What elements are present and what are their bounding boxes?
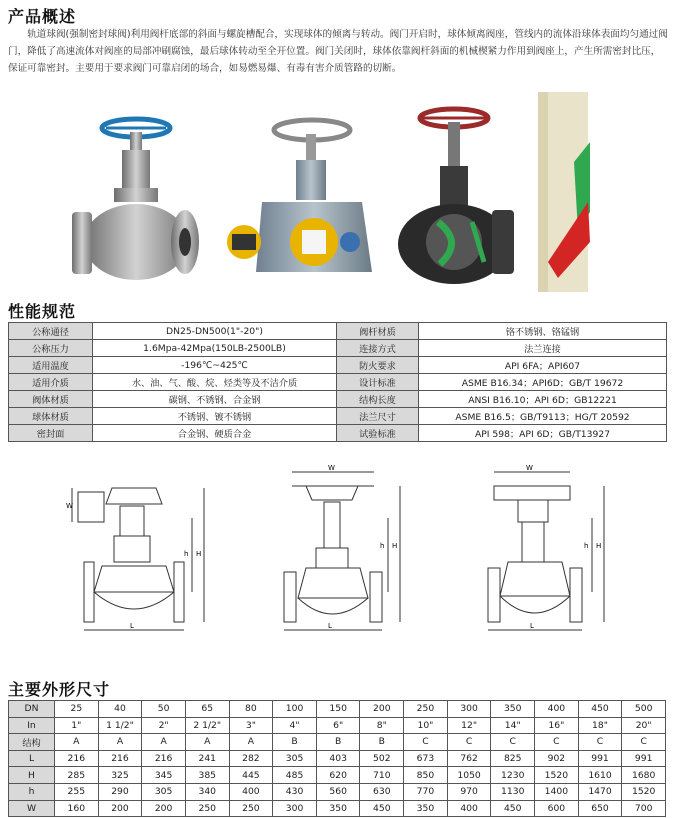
dimension-value: 650 — [578, 800, 622, 817]
dimension-value: 500 — [622, 701, 666, 718]
dimension-value: 710 — [360, 767, 404, 784]
label-h-big: H — [596, 542, 602, 550]
dimension-value: 400 — [229, 783, 273, 800]
dimension-value: C — [578, 734, 622, 751]
dimension-value: 2 1/2" — [185, 717, 229, 734]
dimension-value: 620 — [316, 767, 360, 784]
valve-photo-stem-closeup — [518, 92, 610, 292]
spec-row — [9, 374, 667, 391]
overview-heading: 产品概述 — [8, 7, 77, 26]
dimension-value: 250 — [404, 701, 448, 718]
label-l: L — [328, 622, 332, 630]
spec-value: API 6FA；API607 — [419, 357, 667, 374]
dimension-value: 1130 — [491, 783, 535, 800]
dimension-row — [9, 767, 666, 784]
valve-photo-section — [392, 92, 522, 292]
spec-label: 公称压力 — [9, 340, 93, 357]
label-w: W — [526, 464, 533, 472]
dimension-value: 255 — [55, 783, 99, 800]
label-l: L — [130, 622, 134, 630]
label-h-big: H — [196, 550, 202, 558]
dimension-value: C — [404, 734, 448, 751]
dimension-value: 430 — [273, 783, 317, 800]
drawing-structure-b — [280, 462, 410, 640]
dimension-value: 450 — [360, 800, 404, 817]
spec-value: 铬不锈钢、铬锰钢 — [419, 323, 667, 340]
spec-label: 公称通径 — [9, 323, 93, 340]
dimension-value: A — [185, 734, 229, 751]
dimension-value: 991 — [622, 750, 666, 767]
dimension-value: 160 — [55, 800, 99, 817]
dimension-value: 250 — [185, 800, 229, 817]
spec-row — [9, 357, 667, 374]
label-h-small: h — [380, 542, 385, 550]
dimension-value: 1400 — [535, 783, 579, 800]
dimension-value: 100 — [273, 701, 317, 718]
specs-heading: 性能规范 — [8, 302, 77, 321]
dimensions-heading: 主要外形尺寸 — [8, 680, 111, 699]
spec-row — [9, 425, 667, 442]
spec-value: ASME B16.5；GB/T9113；HG/T 20592 — [419, 408, 667, 425]
dimension-value: 250 — [229, 800, 273, 817]
spec-row — [9, 323, 667, 340]
spec-label: 防火要求 — [337, 357, 419, 374]
dimension-value: C — [491, 734, 535, 751]
dimension-value: A — [229, 734, 273, 751]
dimension-value: 850 — [404, 767, 448, 784]
dimension-value: 18" — [578, 717, 622, 734]
dimension-value: 150 — [316, 701, 360, 718]
dimension-row — [9, 717, 666, 734]
dimension-value: 1520 — [622, 783, 666, 800]
dimension-value: 50 — [142, 701, 186, 718]
dimension-value: 600 — [535, 800, 579, 817]
dimension-value: 700 — [622, 800, 666, 817]
dimension-value: 1680 — [622, 767, 666, 784]
dimension-value: 350 — [316, 800, 360, 817]
drawing-structure-a — [66, 462, 216, 640]
dimension-value: C — [447, 734, 491, 751]
dimension-row — [9, 701, 666, 718]
dimension-value: 290 — [98, 783, 142, 800]
spec-label: 连接方式 — [337, 340, 419, 357]
label-h-small: h — [584, 542, 589, 550]
dimension-value: 770 — [404, 783, 448, 800]
dimension-value: 282 — [229, 750, 273, 767]
dimension-value: 1610 — [578, 767, 622, 784]
spec-value: ASME B16.34；API6D；GB/T 19672 — [419, 374, 667, 391]
spec-value: 碳钢、不锈钢、合金钢 — [93, 391, 337, 408]
dimension-value: 1230 — [491, 767, 535, 784]
label-h-big: H — [392, 542, 398, 550]
dimension-value: 385 — [185, 767, 229, 784]
dimensions-table — [8, 700, 666, 817]
dimension-value: 1 1/2" — [98, 717, 142, 734]
dimension-value: 6" — [316, 717, 360, 734]
spec-row — [9, 391, 667, 408]
label-h-small: h — [184, 550, 189, 558]
dimension-value: B — [273, 734, 317, 751]
dimension-value: 485 — [273, 767, 317, 784]
dimension-value: B — [316, 734, 360, 751]
spec-value: 1.6Mpa-42Mpa(150LB-2500LB) — [93, 340, 337, 357]
dimension-value: C — [535, 734, 579, 751]
dimension-value: 25 — [55, 701, 99, 718]
spec-value: 水、油、气、酸、烷、烃类等及不洁介质 — [93, 374, 337, 391]
dimension-value: 350 — [404, 800, 448, 817]
dimension-value: 762 — [447, 750, 491, 767]
spec-value: 不锈钢、镀不锈钢 — [93, 408, 337, 425]
dimension-value: C — [622, 734, 666, 751]
spec-label: 适用温度 — [9, 357, 93, 374]
dimension-value: A — [55, 734, 99, 751]
spec-label: 适用介质 — [9, 374, 93, 391]
dimension-value: 970 — [447, 783, 491, 800]
dimension-value: A — [98, 734, 142, 751]
dimension-value: 80 — [229, 701, 273, 718]
dimension-value: 2" — [142, 717, 186, 734]
dimension-value: 673 — [404, 750, 448, 767]
dimension-value: 216 — [55, 750, 99, 767]
dimension-value: 450 — [578, 701, 622, 718]
drawing-structure-c — [486, 462, 616, 640]
dimension-value: 40 — [98, 701, 142, 718]
dimension-row — [9, 750, 666, 767]
dimension-label: DN — [9, 701, 55, 718]
dimension-value: 1470 — [578, 783, 622, 800]
dimension-value: 200 — [98, 800, 142, 817]
dimension-value: 300 — [273, 800, 317, 817]
valve-photo-cutaway — [226, 92, 376, 292]
dimension-label: W — [9, 800, 55, 817]
spec-value: ANSI B16.10；API 6D；GB12221 — [419, 391, 667, 408]
dimension-value: B — [360, 734, 404, 751]
spec-value: 合金钢、硬质合金 — [93, 425, 337, 442]
spec-label: 阀杆材质 — [337, 323, 419, 340]
dimension-value: 902 — [535, 750, 579, 767]
dimension-value: 1" — [55, 717, 99, 734]
dimension-value: 630 — [360, 783, 404, 800]
spec-label: 结构长度 — [337, 391, 419, 408]
dimension-value: 20" — [622, 717, 666, 734]
spec-label: 阀体材质 — [9, 391, 93, 408]
dimension-value: 350 — [491, 701, 535, 718]
spec-row — [9, 408, 667, 425]
spec-value: API 598；API 6D；GB/T13927 — [419, 425, 667, 442]
dimension-value: 216 — [98, 750, 142, 767]
spec-value: 法兰连接 — [419, 340, 667, 357]
dimension-value: A — [142, 734, 186, 751]
dimension-value: 14" — [491, 717, 535, 734]
dimension-value: 400 — [447, 800, 491, 817]
dimension-row — [9, 734, 666, 751]
dimension-value: 4" — [273, 717, 317, 734]
overview-paragraph: 轨道球阀(强制密封球阀)利用阀杆底部的斜面与螺旋槽配合，实现球体的倾离与转动。阀门开启时，球体倾离阀座，管线内的流体沿球体表面均匀通过阀门，降低了高速流体对阀座的局部冲刷腐蚀，最后球体转动至全开位置。阀门关闭时，球体依靠阀杆斜面的机械楔紧力作用到阀座上，产生所需密封比压，保证可靠密封。主要用于要求阀门可靠启闭的场合，如易燃易爆、有毒有害介质管路的切断。 — [8, 29, 668, 74]
spec-value: -196℃~425℃ — [93, 357, 337, 374]
dimension-value: 16" — [535, 717, 579, 734]
spec-label: 试验标准 — [337, 425, 419, 442]
dimension-value: 560 — [316, 783, 360, 800]
dimension-label: L — [9, 750, 55, 767]
dimension-label: H — [9, 767, 55, 784]
dimension-label: In — [9, 717, 55, 734]
dimension-value: 1050 — [447, 767, 491, 784]
dimension-value: 10" — [404, 717, 448, 734]
dimension-value: 325 — [98, 767, 142, 784]
dimension-value: 445 — [229, 767, 273, 784]
dimension-value: 1520 — [535, 767, 579, 784]
dimension-value: 345 — [142, 767, 186, 784]
dimension-value: 285 — [55, 767, 99, 784]
dimension-value: 502 — [360, 750, 404, 767]
dimension-value: 450 — [491, 800, 535, 817]
dimension-row — [9, 783, 666, 800]
dimension-value: 8" — [360, 717, 404, 734]
spec-label: 设计标准 — [337, 374, 419, 391]
label-l: L — [530, 622, 534, 630]
valve-photo-exterior — [70, 92, 200, 292]
spec-label: 法兰尺寸 — [337, 408, 419, 425]
dimension-value: 400 — [535, 701, 579, 718]
dimension-value: 340 — [185, 783, 229, 800]
dimension-value: 12" — [447, 717, 491, 734]
dimension-value: 305 — [142, 783, 186, 800]
dimension-value: 216 — [142, 750, 186, 767]
spec-row — [9, 340, 667, 357]
dimension-value: 200 — [142, 800, 186, 817]
dimension-value: 300 — [447, 701, 491, 718]
dimension-value: 305 — [273, 750, 317, 767]
dimension-label: 结构 — [9, 734, 55, 751]
dimension-label: h — [9, 783, 55, 800]
spec-value: DN25-DN500(1"-20") — [93, 323, 337, 340]
dimension-value: 65 — [185, 701, 229, 718]
dimension-value: 241 — [185, 750, 229, 767]
spec-label: 球体材质 — [9, 408, 93, 425]
label-w: W — [328, 464, 335, 472]
dimension-value: 403 — [316, 750, 360, 767]
dimension-value: 825 — [491, 750, 535, 767]
label-w: W — [66, 502, 73, 510]
specs-table — [8, 322, 667, 442]
dimension-value: 200 — [360, 701, 404, 718]
spec-label: 密封面 — [9, 425, 93, 442]
dimension-value: 991 — [578, 750, 622, 767]
dimension-row — [9, 800, 666, 817]
dimension-value: 3" — [229, 717, 273, 734]
